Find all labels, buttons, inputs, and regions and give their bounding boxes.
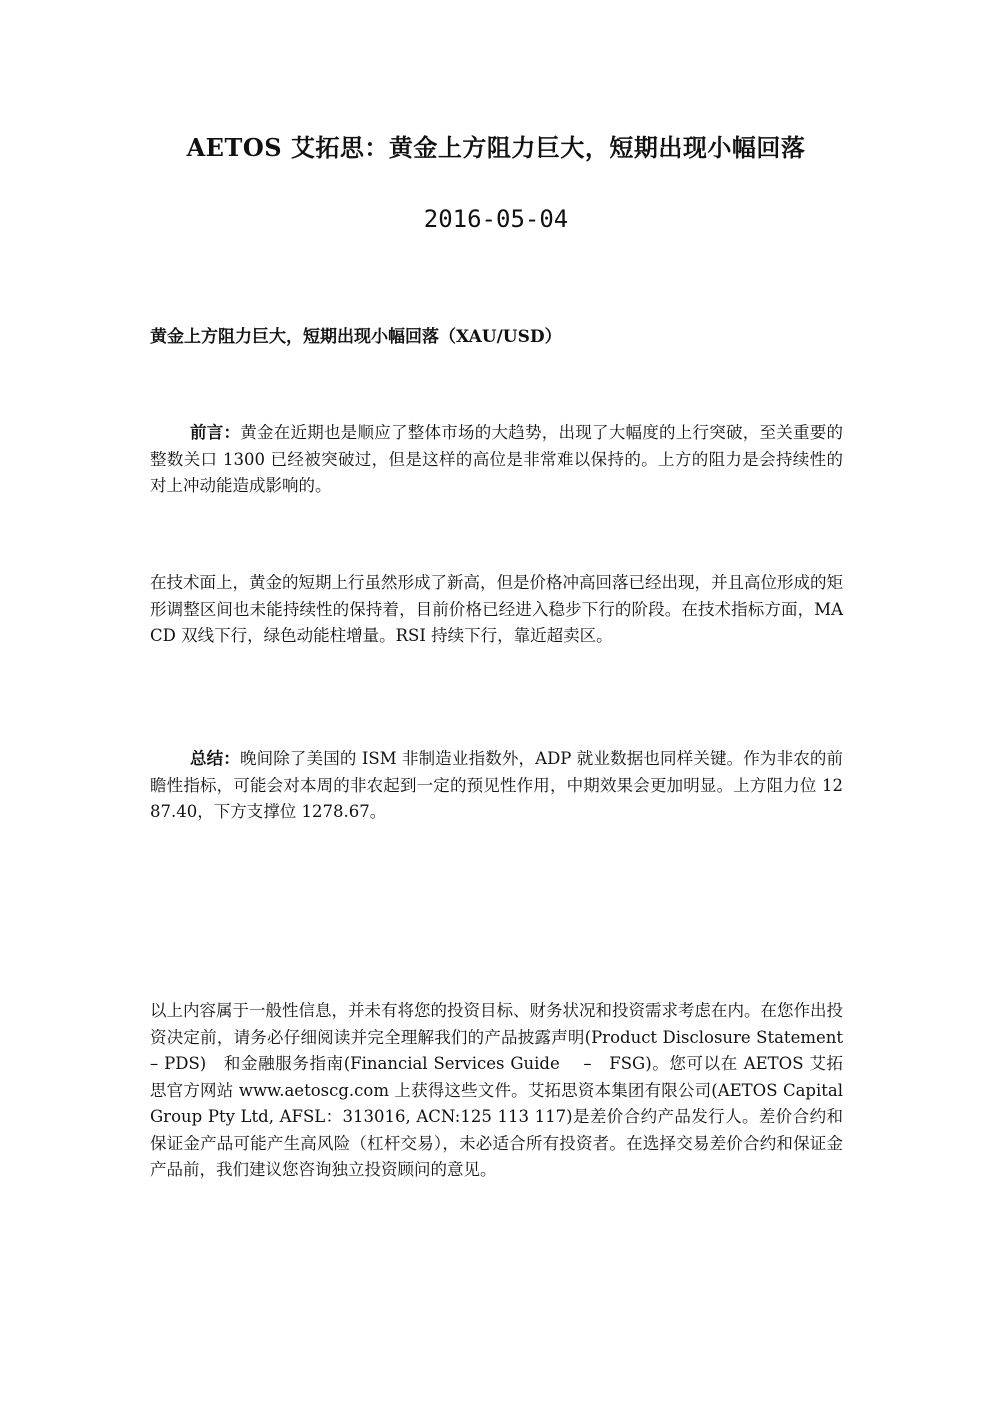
summary-text: 晚间除了美国的 ISM 非制造业指数外，ADP 就业数据也同样关键。作为非农的前瞻性指标，可能会对本周的非农起到一定的预见性作用，中期效果会更加明显。上方阻力位 1287.40，下方支撑位 1278.67。 [150,749,844,821]
disclaimer-paragraph: 以上内容属于一般性信息，并未有将您的投资目标、财务状况和投资需求考虑在内。在您作出投资决定前，请务必仔细阅读并完全理解我们的产品披露声明(Product Disclosure Statement – PDS) 和金融服务指南(Financial Services Guide – FSG)。您可以在 AETOS 艾拓思官方网站 www.aetoscg.com 上获得这些文件。艾拓思资本集团有限公司(AETOS Capital Group Pty Ltd, AFSL：313016, ACN:125 113 117)是差价合约产品发行人。差价合约和保证金产品可能产生高风险（杠杆交易），未必适合所有投资者。在选择交易差价合约和保证金产品前，我们建议您咨询独立投资顾问的意见。 [150,1001,843,1179]
section-subtitle: 黄金上方阻力巨大，短期出现小幅回落（XAU/USD） [150,327,562,347]
intro-text: 黄金在近期也是顺应了整体市场的大趋势，出现了大幅度的上行突破，至关重要的整数关口 1300 已经被突破过，但是这样的高位是非常难以保持的。上方的阻力是会持续性的对上冲动能造成影响的。 [150,423,843,495]
intro-label: 前言： [190,423,241,442]
intro-paragraph [150,420,843,500]
summary-label: 总结： [190,749,240,768]
technical-paragraph: 在技术面上，黄金的短期上行虽然形成了新高，但是价格冲高回落已经出现，并且高位形成的矩形调整区间也未能持续性的保持着，目前价格已经进入稳步下行的阶段。在技术指标方面，MACD 双线下行，绿色动能柱增量。RSI 持续下行，靠近超卖区。 [150,573,843,645]
document-title: AETOS 艾拓思：黄金上方阻力巨大，短期出现小幅回落 [186,133,806,162]
summary-paragraph [150,746,843,826]
document-date: 2016-05-04 [423,205,569,233]
